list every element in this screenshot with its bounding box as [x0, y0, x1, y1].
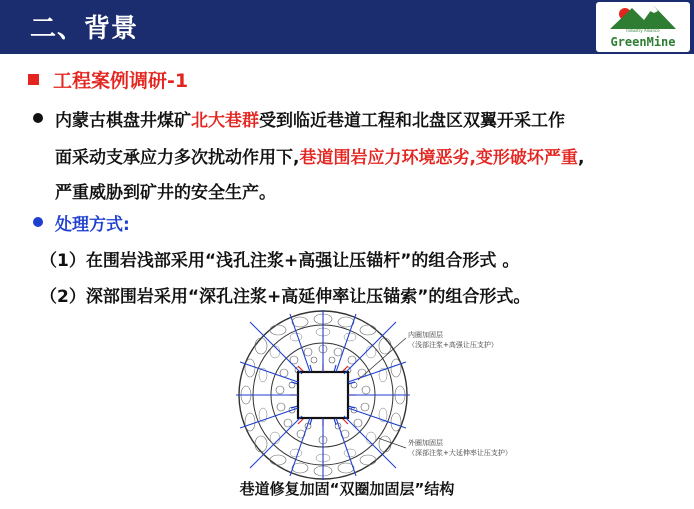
outer-layer-label: 外圈加固层: [408, 439, 443, 447]
slide-title: 二、背景: [30, 14, 139, 44]
inner-layer-note: （浅部注浆+高强让压支护）: [408, 341, 498, 349]
paragraph-line-1: [55, 106, 565, 131]
paragraph-text: 面采动支承应力多次扰动作用下,: [55, 148, 300, 168]
inner-layer-label: 内圈加固层: [408, 331, 443, 339]
mine-name: 内蒙古棋盘井煤矿: [55, 111, 191, 131]
paragraph-line-3: 严重威胁到矿井的安全生产。: [55, 183, 276, 203]
square-bullet-icon: [28, 74, 39, 85]
black-bullet-icon: [33, 113, 43, 123]
logo-tagline: Industry Alliance: [626, 28, 660, 33]
method-item-2: （2）深部围岩采用“深孔注浆+高延伸率让压锚索”的组合形式。: [40, 287, 531, 307]
paragraph-line-2: [55, 143, 584, 168]
outer-layer-note: （深部注浆+大延伸率让压支护）: [408, 449, 512, 457]
highlight-damage: 巷道围岩应力环境恶劣,变形破坏严重: [299, 148, 578, 168]
double-ring-diagram: [228, 310, 512, 480]
logo-name: GreenMine: [610, 35, 676, 49]
section-title: 工程案例调研-1: [53, 70, 189, 92]
method-item-1: （1）在围岩浅部采用“浅孔注浆+高强让压锚杆”的组合形式 。: [40, 251, 520, 271]
method-heading: 处理方式:: [55, 215, 130, 235]
paragraph-text: 受到临近巷道工程和北盘区双翼开采工作: [259, 111, 565, 131]
paragraph-text: ,: [577, 148, 585, 168]
figure-caption: 巷道修复加固“双圈加固层”结构: [239, 480, 455, 498]
title-bar: [0, 0, 694, 54]
mountain-logo-icon: [596, 2, 690, 30]
blue-bullet-icon: [33, 217, 43, 227]
greenmine-logo: [596, 2, 690, 52]
section-heading: [28, 66, 188, 93]
highlight-roadway-group: 北大巷群: [191, 111, 259, 131]
